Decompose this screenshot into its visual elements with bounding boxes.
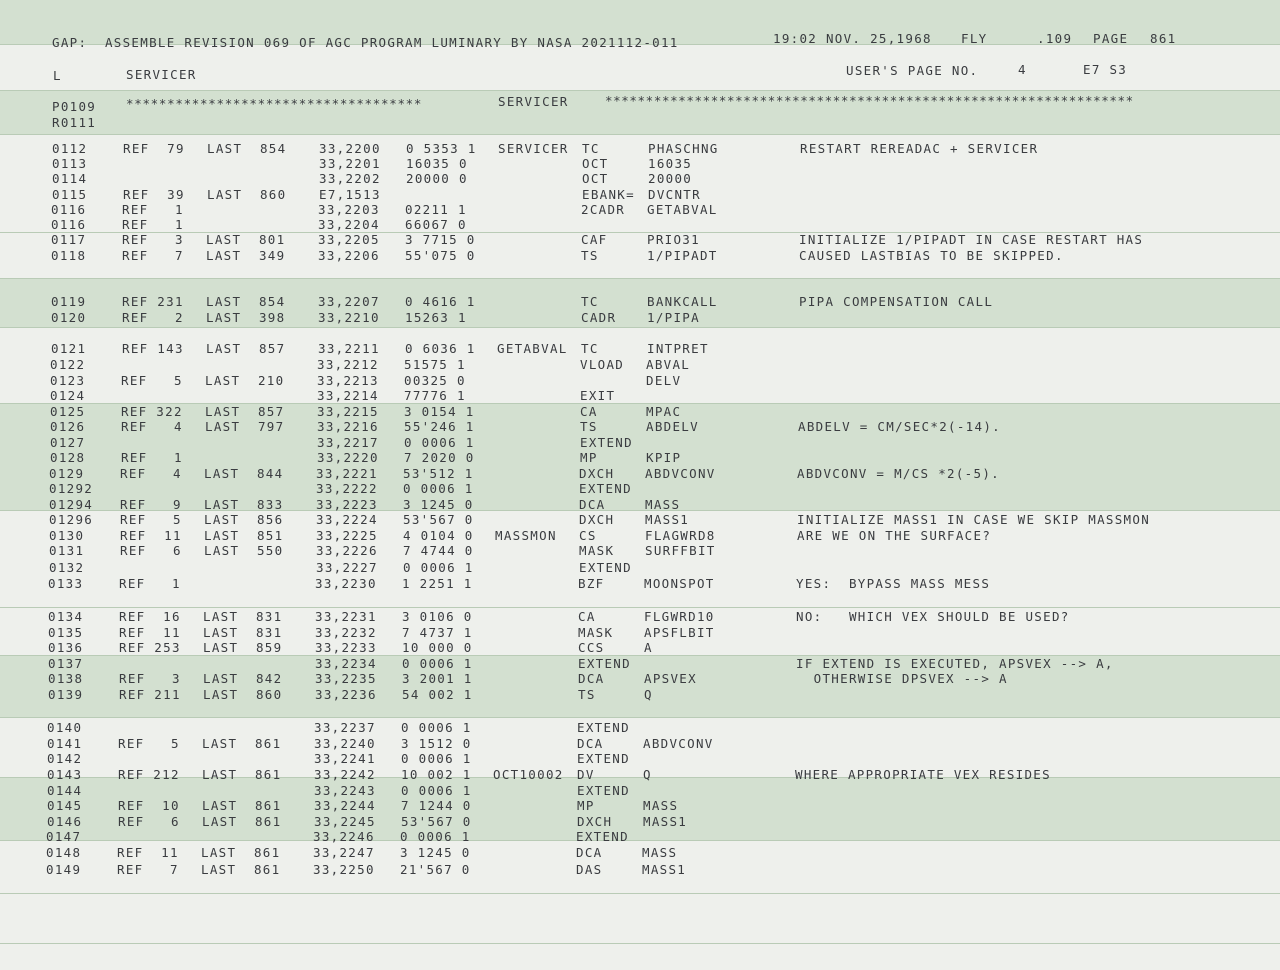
line-number: 0145 — [47, 798, 83, 813]
address-field: 33,2230 — [315, 576, 377, 591]
object-code: 0 0006 1 — [402, 656, 473, 671]
line-number: 0142 — [47, 751, 83, 766]
address-field: 33,2213 — [317, 373, 379, 388]
operand: SURFFBIT — [645, 543, 716, 558]
object-code: 3 2001 1 — [402, 671, 473, 686]
address-field: 33,2232 — [315, 625, 377, 640]
comment: CAUSED LASTBIAS TO BE SKIPPED. — [799, 248, 1064, 263]
line-number: 01292 — [49, 481, 94, 496]
last-field: LAST 833 — [204, 497, 284, 512]
line-number: 0123 — [50, 373, 86, 388]
address-field: 33,2211 — [318, 341, 380, 356]
line-number: 0138 — [48, 671, 84, 686]
line-number: 01294 — [49, 497, 94, 512]
operand: APSFLBIT — [644, 625, 715, 640]
header-page-label: PAGE — [1093, 31, 1129, 46]
last-field: LAST 861 — [202, 736, 282, 751]
address-field: 33,2210 — [318, 310, 380, 325]
object-code: 21'567 0 — [400, 862, 471, 877]
last-field: LAST 861 — [201, 862, 281, 877]
object-code: 66067 0 — [405, 217, 467, 232]
line-number: 0140 — [47, 720, 83, 735]
opcode: DXCH — [577, 814, 613, 829]
ref-field: REF 2 — [122, 310, 184, 325]
line-number: 0118 — [51, 248, 87, 263]
opcode: MASK — [578, 625, 614, 640]
header-mode: FLY — [961, 31, 988, 46]
address-field: 33,2220 — [317, 450, 379, 465]
opcode: MASK — [579, 543, 615, 558]
object-code: 0 0006 1 — [401, 751, 472, 766]
opcode: EXTEND — [579, 481, 632, 496]
last-field: LAST 844 — [204, 466, 284, 481]
object-code: 77776 1 — [404, 388, 466, 403]
object-code: 55'075 0 — [405, 248, 476, 263]
address-field: 33,2235 — [315, 671, 377, 686]
line-number: 0116 — [51, 202, 87, 217]
line-number: 0130 — [49, 528, 85, 543]
address-field: 33,2242 — [314, 767, 376, 782]
operand: Q — [643, 767, 652, 782]
opcode: CADR — [581, 310, 617, 325]
object-code: 54 002 1 — [402, 687, 473, 702]
address-field: 33,2204 — [318, 217, 380, 232]
header-section-name: SERVICER — [126, 67, 197, 82]
address-field: 33,2212 — [317, 357, 379, 372]
object-code: 4 0104 0 — [403, 528, 474, 543]
opcode: TS — [578, 687, 596, 702]
line-number: 0137 — [48, 656, 84, 671]
ref-field: REF 7 — [122, 248, 184, 263]
last-field: LAST 860 — [203, 687, 283, 702]
object-code: 7 1244 0 — [401, 798, 472, 813]
address-field: 33,2237 — [314, 720, 376, 735]
object-code: 3 1245 0 — [400, 845, 471, 860]
opcode: OCT — [582, 156, 609, 171]
line-number: 0126 — [50, 419, 86, 434]
ref-field: REF 1 — [122, 202, 184, 217]
opcode: DCA — [578, 671, 605, 686]
line-number: 0124 — [50, 388, 86, 403]
opcode: DXCH — [579, 512, 615, 527]
object-code: 0 5353 1 — [406, 141, 477, 156]
symbol-label: OCT10002 — [493, 767, 564, 782]
line-number: 0113 — [52, 156, 88, 171]
last-field: LAST 801 — [206, 232, 286, 247]
opcode: EXTEND — [577, 751, 630, 766]
address-field: 33,2217 — [317, 435, 379, 450]
object-code: 53'567 0 — [403, 512, 474, 527]
opcode: DXCH — [579, 466, 615, 481]
line-number: 0136 — [48, 640, 84, 655]
last-field: LAST 842 — [203, 671, 283, 686]
address-field: 33,2240 — [314, 736, 376, 751]
banner-title: SERVICER — [498, 94, 569, 109]
last-field: LAST 861 — [202, 798, 282, 813]
operand: ABDELV — [646, 419, 699, 434]
opcode: CA — [578, 609, 596, 624]
comment: OTHERWISE DPSVEX --> A — [796, 671, 1008, 686]
operand: INTPRET — [647, 341, 709, 356]
line-number: 0148 — [46, 845, 82, 860]
comment: NO: WHICH VEX SHOULD BE USED? — [796, 609, 1070, 624]
object-code: 3 7715 0 — [405, 232, 476, 247]
line-number: 0131 — [49, 543, 85, 558]
banner-stars-left: ************************************ — [126, 96, 423, 111]
opcode: TS — [581, 248, 599, 263]
address-field: 33,2231 — [315, 609, 377, 624]
object-code: 02211 1 — [405, 202, 467, 217]
object-code: 7 4737 1 — [402, 625, 473, 640]
object-code: 0 0006 1 — [401, 720, 472, 735]
opcode: EBANK= — [582, 187, 635, 202]
line-number: 0139 — [48, 687, 84, 702]
users-page-label: USER'S PAGE NO. — [846, 63, 979, 78]
last-field: LAST 349 — [206, 248, 286, 263]
line-number: 0120 — [51, 310, 87, 325]
last-field: LAST 550 — [204, 543, 284, 558]
ref-field: REF 231 — [122, 294, 184, 309]
ref-field: REF 16 — [119, 609, 181, 624]
ref-field: REF 11 — [120, 528, 182, 543]
last-field: LAST 210 — [205, 373, 285, 388]
operand: MASS — [645, 497, 681, 512]
line-number: 0149 — [46, 862, 82, 877]
last-field: LAST 831 — [203, 625, 283, 640]
ref-field: REF 11 — [117, 845, 179, 860]
opcode: TC — [581, 294, 599, 309]
comment: ARE WE ON THE SURFACE? — [797, 528, 992, 543]
address-field: 33,2222 — [316, 481, 378, 496]
address-field: 33,2245 — [314, 814, 376, 829]
object-code: 53'512 1 — [403, 466, 474, 481]
object-code: 3 1245 0 — [403, 497, 474, 512]
banner-r-line: R0111 — [52, 115, 97, 130]
object-code: 7 4744 0 — [403, 543, 474, 558]
opcode: EXTEND — [580, 435, 633, 450]
line-number: 0121 — [51, 341, 87, 356]
line-number: 0125 — [50, 404, 86, 419]
comment: ABDVCONV = M/CS *2(-5). — [797, 466, 1000, 481]
ref-field: REF 5 — [120, 512, 182, 527]
ref-field: REF 6 — [120, 543, 182, 558]
object-code: 20000 0 — [406, 171, 468, 186]
ref-field: REF 10 — [118, 798, 180, 813]
object-code: 15263 1 — [405, 310, 467, 325]
ref-field: REF 143 — [122, 341, 184, 356]
opcode: CS — [579, 528, 597, 543]
ref-field: REF 212 — [118, 767, 180, 782]
line-number: 0129 — [49, 466, 85, 481]
address-field: 33,2200 — [319, 141, 381, 156]
last-field: LAST 856 — [204, 512, 284, 527]
last-field: LAST 854 — [206, 294, 286, 309]
object-code: 53'567 0 — [401, 814, 472, 829]
line-number: 0128 — [50, 450, 86, 465]
address-field: 33,2223 — [316, 497, 378, 512]
last-field: LAST 857 — [206, 341, 286, 356]
comment: IF EXTEND IS EXECUTED, APSVEX --> A, — [796, 656, 1114, 671]
comment: INITIALIZE 1/PIPADT IN CASE RESTART HAS — [799, 232, 1144, 247]
operand: BANKCALL — [647, 294, 718, 309]
ref-field: REF 3 — [122, 232, 184, 247]
opcode: DCA — [576, 845, 603, 860]
line-number: 0132 — [49, 560, 85, 575]
opcode: EXTEND — [576, 829, 629, 844]
opcode: EXTEND — [577, 720, 630, 735]
ref-field: REF 3 — [119, 671, 181, 686]
last-field: LAST 861 — [202, 767, 282, 782]
last-field: LAST 860 — [207, 187, 287, 202]
line-number: 0115 — [52, 187, 88, 202]
header-assembly-title: GAP: ASSEMBLE REVISION 069 OF AGC PROGRAM LUMINARY BY NASA 2021112-011 — [52, 35, 679, 50]
operand: 16035 — [648, 156, 693, 171]
address-field: 33,2250 — [313, 862, 375, 877]
last-field: LAST 859 — [203, 640, 283, 655]
header-l-marker: L — [53, 68, 62, 83]
ref-field: REF 6 — [118, 814, 180, 829]
opcode: EXTEND — [578, 656, 631, 671]
line-number: 0141 — [47, 736, 83, 751]
ref-field: REF 7 — [117, 862, 179, 877]
operand: 1/PIPADT — [647, 248, 718, 263]
ref-field: REF 1 — [121, 450, 183, 465]
object-code: 55'246 1 — [404, 419, 475, 434]
operand: MASS1 — [645, 512, 690, 527]
opcode: TC — [581, 341, 599, 356]
operand: MOONSPOT — [644, 576, 715, 591]
line-number: 0112 — [52, 141, 88, 156]
address-field: 33,2243 — [314, 783, 376, 798]
address-field: 33,2221 — [316, 466, 378, 481]
ref-field: REF 253 — [119, 640, 181, 655]
operand: MASS1 — [642, 862, 687, 877]
object-code: 3 0106 0 — [402, 609, 473, 624]
address-field: 33,2225 — [316, 528, 378, 543]
last-field: LAST 851 — [204, 528, 284, 543]
comment: ABDELV = CM/SEC*2(-14). — [798, 419, 1001, 434]
ref-field: REF 5 — [121, 373, 183, 388]
operand: GETABVAL — [647, 202, 718, 217]
operand: FLAGWRD8 — [645, 528, 716, 543]
ref-field: REF 1 — [122, 217, 184, 232]
line-number: 0146 — [47, 814, 83, 829]
object-code: 3 1512 0 — [401, 736, 472, 751]
object-code: 1 2251 1 — [402, 576, 473, 591]
address-field: 33,2234 — [315, 656, 377, 671]
opcode: TC — [582, 141, 600, 156]
object-code: 0 0006 1 — [403, 560, 474, 575]
line-number: 0143 — [47, 767, 83, 782]
operand: 20000 — [648, 171, 693, 186]
operand: MPAC — [646, 404, 682, 419]
ref-field: REF 1 — [119, 576, 181, 591]
operand: ABDVCONV — [645, 466, 716, 481]
object-code: 10 002 1 — [401, 767, 472, 782]
header-timestamp: 19:02 NOV. 25,1968 — [773, 31, 932, 46]
line-number: 0135 — [48, 625, 84, 640]
address-field: E7,1513 — [319, 187, 381, 202]
operand: 1/PIPA — [647, 310, 700, 325]
object-code: 0 0006 1 — [404, 435, 475, 450]
operand: APSVEX — [644, 671, 697, 686]
line-number: 0134 — [48, 609, 84, 624]
last-field: LAST 857 — [205, 404, 285, 419]
operand: DELV — [646, 373, 682, 388]
users-page-number: 4 — [1018, 62, 1027, 77]
ref-field: REF 5 — [118, 736, 180, 751]
opcode: OCT — [582, 171, 609, 186]
operand: MASS — [642, 845, 678, 860]
comment: PIPA COMPENSATION CALL — [799, 294, 994, 309]
address-field: 33,2247 — [313, 845, 375, 860]
opcode: EXTEND — [577, 783, 630, 798]
address-field: 33,2216 — [317, 419, 379, 434]
object-code: 10 000 0 — [402, 640, 473, 655]
operand: ABDVCONV — [643, 736, 714, 751]
comment: INITIALIZE MASS1 IN CASE WE SKIP MASSMON — [797, 512, 1151, 527]
address-field: 33,2201 — [319, 156, 381, 171]
address-field: 33,2205 — [318, 232, 380, 247]
banner-p-line: P0109 — [52, 99, 97, 114]
object-code: 0 0006 1 — [400, 829, 471, 844]
opcode: DAS — [576, 862, 603, 877]
operand: A — [644, 640, 653, 655]
last-field: LAST 861 — [201, 845, 281, 860]
last-field: LAST 831 — [203, 609, 283, 624]
opcode: DCA — [577, 736, 604, 751]
object-code: 16035 0 — [406, 156, 468, 171]
comment: RESTART REREADAC + SERVICER — [800, 141, 1039, 156]
address-field: 33,2246 — [313, 829, 375, 844]
ref-field: REF 11 — [119, 625, 181, 640]
opcode: TS — [580, 419, 598, 434]
address-field: 33,2207 — [318, 294, 380, 309]
opcode: DCA — [579, 497, 606, 512]
ref-field: REF 4 — [120, 466, 182, 481]
object-code: 51575 1 — [404, 357, 466, 372]
opcode: DV — [577, 767, 595, 782]
header-revision: .109 — [1037, 31, 1073, 46]
address-field: 33,2203 — [318, 202, 380, 217]
opcode: EXIT — [580, 388, 616, 403]
last-field: LAST 854 — [207, 141, 287, 156]
line-number: 0116 — [51, 217, 87, 232]
opcode: CA — [580, 404, 598, 419]
comment: WHERE APPROPRIATE VEX RESIDES — [795, 767, 1051, 782]
opcode: MP — [580, 450, 598, 465]
object-code: 00325 0 — [404, 373, 466, 388]
ebank-indicator: E7 S3 — [1083, 62, 1128, 77]
last-field: LAST 398 — [206, 310, 286, 325]
address-field: 33,2233 — [315, 640, 377, 655]
operand: ABVAL — [646, 357, 691, 372]
address-field: 33,2224 — [316, 512, 378, 527]
ref-field: REF 322 — [121, 404, 183, 419]
line-number: 01296 — [49, 512, 94, 527]
banner-stars-right: ***************************************************************** — [605, 93, 1134, 108]
operand: KPIP — [646, 450, 682, 465]
symbol-label: GETABVAL — [497, 341, 568, 356]
object-code: 0 4616 1 — [405, 294, 476, 309]
address-field: 33,2227 — [316, 560, 378, 575]
operand: MASS1 — [643, 814, 688, 829]
operand: Q — [644, 687, 653, 702]
object-code: 3 0154 1 — [404, 404, 475, 419]
address-field: 33,2206 — [318, 248, 380, 263]
opcode: CCS — [578, 640, 605, 655]
ref-field: REF 39 — [123, 187, 185, 202]
line-number: 0117 — [51, 232, 87, 247]
opcode: EXTEND — [579, 560, 632, 575]
opcode: BZF — [578, 576, 605, 591]
address-field: 33,2202 — [319, 171, 381, 186]
line-number: 0119 — [51, 294, 87, 309]
last-field: LAST 861 — [202, 814, 282, 829]
ref-field: REF 211 — [119, 687, 181, 702]
ref-field: REF 79 — [123, 141, 185, 156]
symbol-label: MASSMON — [495, 528, 557, 543]
address-field: 33,2236 — [315, 687, 377, 702]
address-field: 33,2226 — [316, 543, 378, 558]
line-number: 0127 — [50, 435, 86, 450]
last-field: LAST 797 — [205, 419, 285, 434]
object-code: 0 0006 1 — [401, 783, 472, 798]
ref-field: REF 9 — [120, 497, 182, 512]
opcode: 2CADR — [581, 202, 626, 217]
operand: DVCNTR — [648, 187, 701, 202]
header-page-number: 861 — [1150, 31, 1177, 46]
operand: FLGWRD10 — [644, 609, 715, 624]
opcode: MP — [577, 798, 595, 813]
object-code: 7 2020 0 — [404, 450, 475, 465]
line-number: 0133 — [48, 576, 84, 591]
symbol-label: SERVICER — [498, 141, 569, 156]
address-field: 33,2244 — [314, 798, 376, 813]
opcode: CAF — [581, 232, 608, 247]
opcode: VLOAD — [580, 357, 625, 372]
line-number: 0147 — [46, 829, 82, 844]
line-number: 0144 — [47, 783, 83, 798]
line-number: 0122 — [50, 357, 86, 372]
operand: PHASCHNG — [648, 141, 719, 156]
ref-field: REF 4 — [121, 419, 183, 434]
address-field: 33,2215 — [317, 404, 379, 419]
line-number: 0114 — [52, 171, 88, 186]
object-code: 0 0006 1 — [403, 481, 474, 496]
address-field: 33,2214 — [317, 388, 379, 403]
address-field: 33,2241 — [314, 751, 376, 766]
operand: MASS — [643, 798, 679, 813]
comment: YES: BYPASS MASS MESS — [796, 576, 991, 591]
object-code: 0 6036 1 — [405, 341, 476, 356]
operand: PRIO31 — [647, 232, 700, 247]
